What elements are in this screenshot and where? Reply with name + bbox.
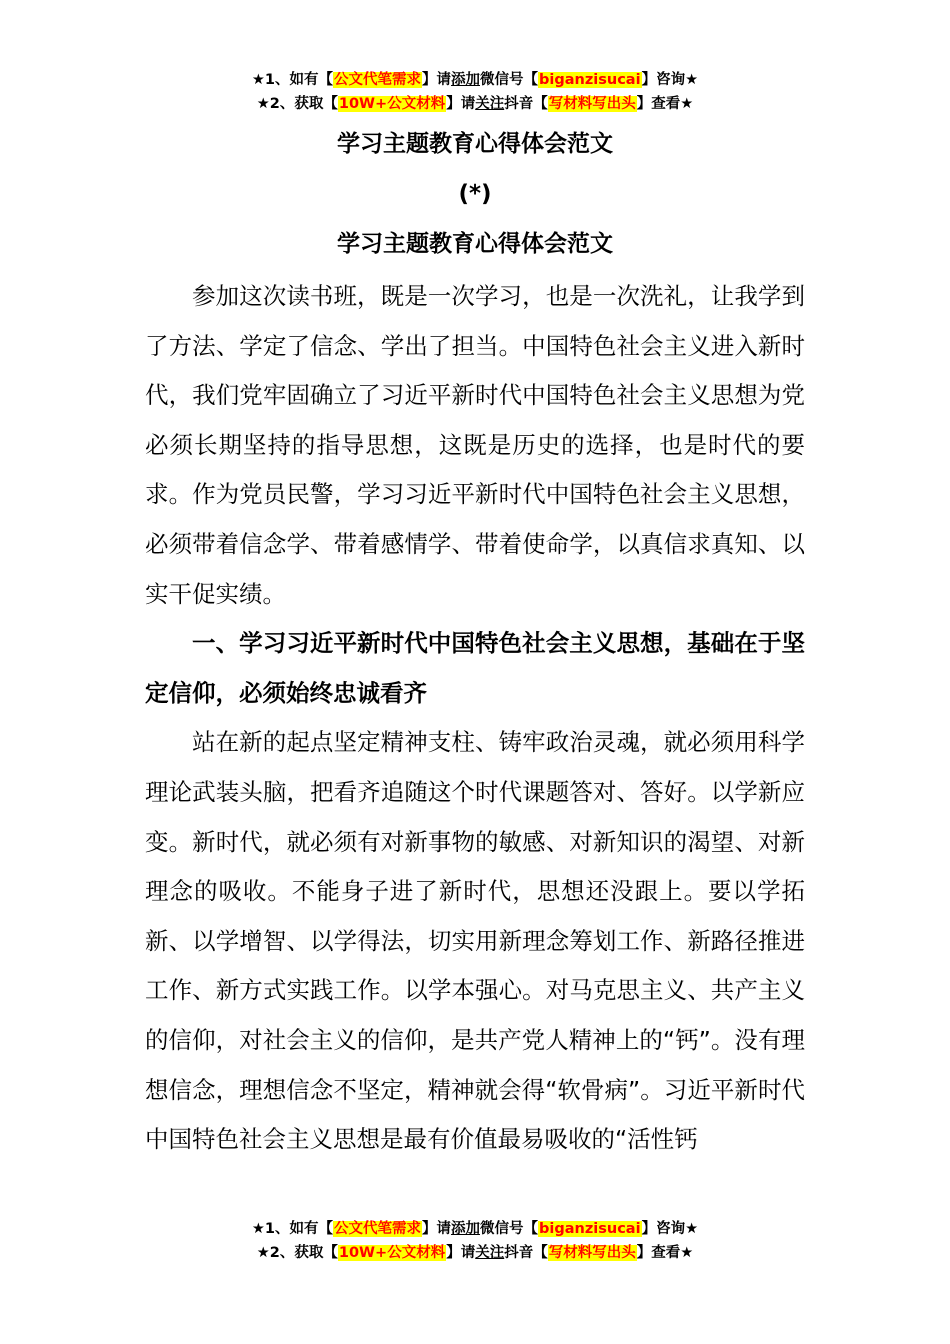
banner-highlight: 10W+公文材料 [338,1245,446,1261]
banner-underlined: 关注 [475,96,505,112]
banner-highlight-wechat-id: biganzisucai [539,1221,641,1237]
banner-text: 】咨询★ [641,72,699,88]
banner-text: 抖音【 [504,96,548,112]
banner-text: 】请 [422,72,452,88]
banner-text: 】请 [446,1245,476,1261]
banner-underlined: 添加 [451,1221,481,1237]
document-subtitle: 学习主题教育心得体会范文 [337,231,613,257]
banner-text: ★2、获取【 [256,1245,338,1261]
section-heading: 一、学习习近平新时代中国特色社会主义思想，基础在于坚定信仰，必须始终忠诚看齐 [145,629,805,707]
banner-text: 】查看★ [636,1245,694,1261]
document-title-mark: (*) [458,181,492,207]
document-body [145,272,805,1165]
banner-underlined: 关注 [475,1245,505,1261]
footer-banner [0,1217,950,1265]
body-paragraph: 站在新的起点坚定精神支柱、铸牢政治灵魂，就必须用科学理论武装头脑，把看齐追随这个时代课题答对、答好。以学新应变。新时代，就必须有对新事物的敏感、对新知识的渴望、对新理念的吸收。不能身子进了新时代，思想还没跟上。要以学拓新、以学增智、以学得法，切实用新理念筹划工作、新路径推进工作、新方式实践工作。以学本强心。对马克思主义、共产主义的信仰，对社会主义的信仰，是共产党人精神上的“钙”。没有理想信念，理想信念不坚定，精神就会得“软骨病”。习近平新时代中国特色社会主义思想是最有价值最易吸收的“活性钙 [145,728,805,1154]
banner-text: ★2、获取【 [256,96,338,112]
banner-text: 】查看★ [636,96,694,112]
document-title: 学习主题教育心得体会范文 [337,131,613,157]
banner-underlined: 添加 [451,72,481,88]
header-banner [0,68,950,116]
banner-highlight-douyin-id: 写材料写出头 [548,96,636,112]
banner-line-1 [0,68,950,92]
banner-text: 】请 [422,1221,452,1237]
banner-text: ★1、如有【 [251,1221,334,1237]
banner-line-2 [0,92,950,116]
banner-text: ★1、如有【 [251,72,334,88]
banner-highlight: 公文代笔需求 [334,72,422,88]
banner-line-2 [0,1241,950,1265]
body-paragraph: 参加这次读书班，既是一次学习，也是一次洗礼，让我学到了方法、学定了信念、学出了担当。中国特色社会主义进入新时代，我们党牢固确立了习近平新时代中国特色社会主义思想为党必须长期坚持的指导思想，这既是历史的选择，也是时代的要求。作为党员民警，学习习近平新时代中国特色社会主义思想，必须带着信念学、带着感情学、带着使命学，以真信求真知、以实干促实绩。 [145,282,805,608]
banner-text: 微信号【 [480,72,539,88]
banner-highlight-wechat-id: biganzisucai [539,72,641,88]
banner-highlight: 公文代笔需求 [334,1221,422,1237]
banner-text: 】咨询★ [641,1221,699,1237]
banner-text: 】请 [446,96,476,112]
banner-text: 微信号【 [480,1221,539,1237]
banner-highlight: 10W+公文材料 [338,96,446,112]
banner-text: 抖音【 [504,1245,548,1261]
banner-line-1 [0,1217,950,1241]
banner-highlight-douyin-id: 写材料写出头 [548,1245,636,1261]
